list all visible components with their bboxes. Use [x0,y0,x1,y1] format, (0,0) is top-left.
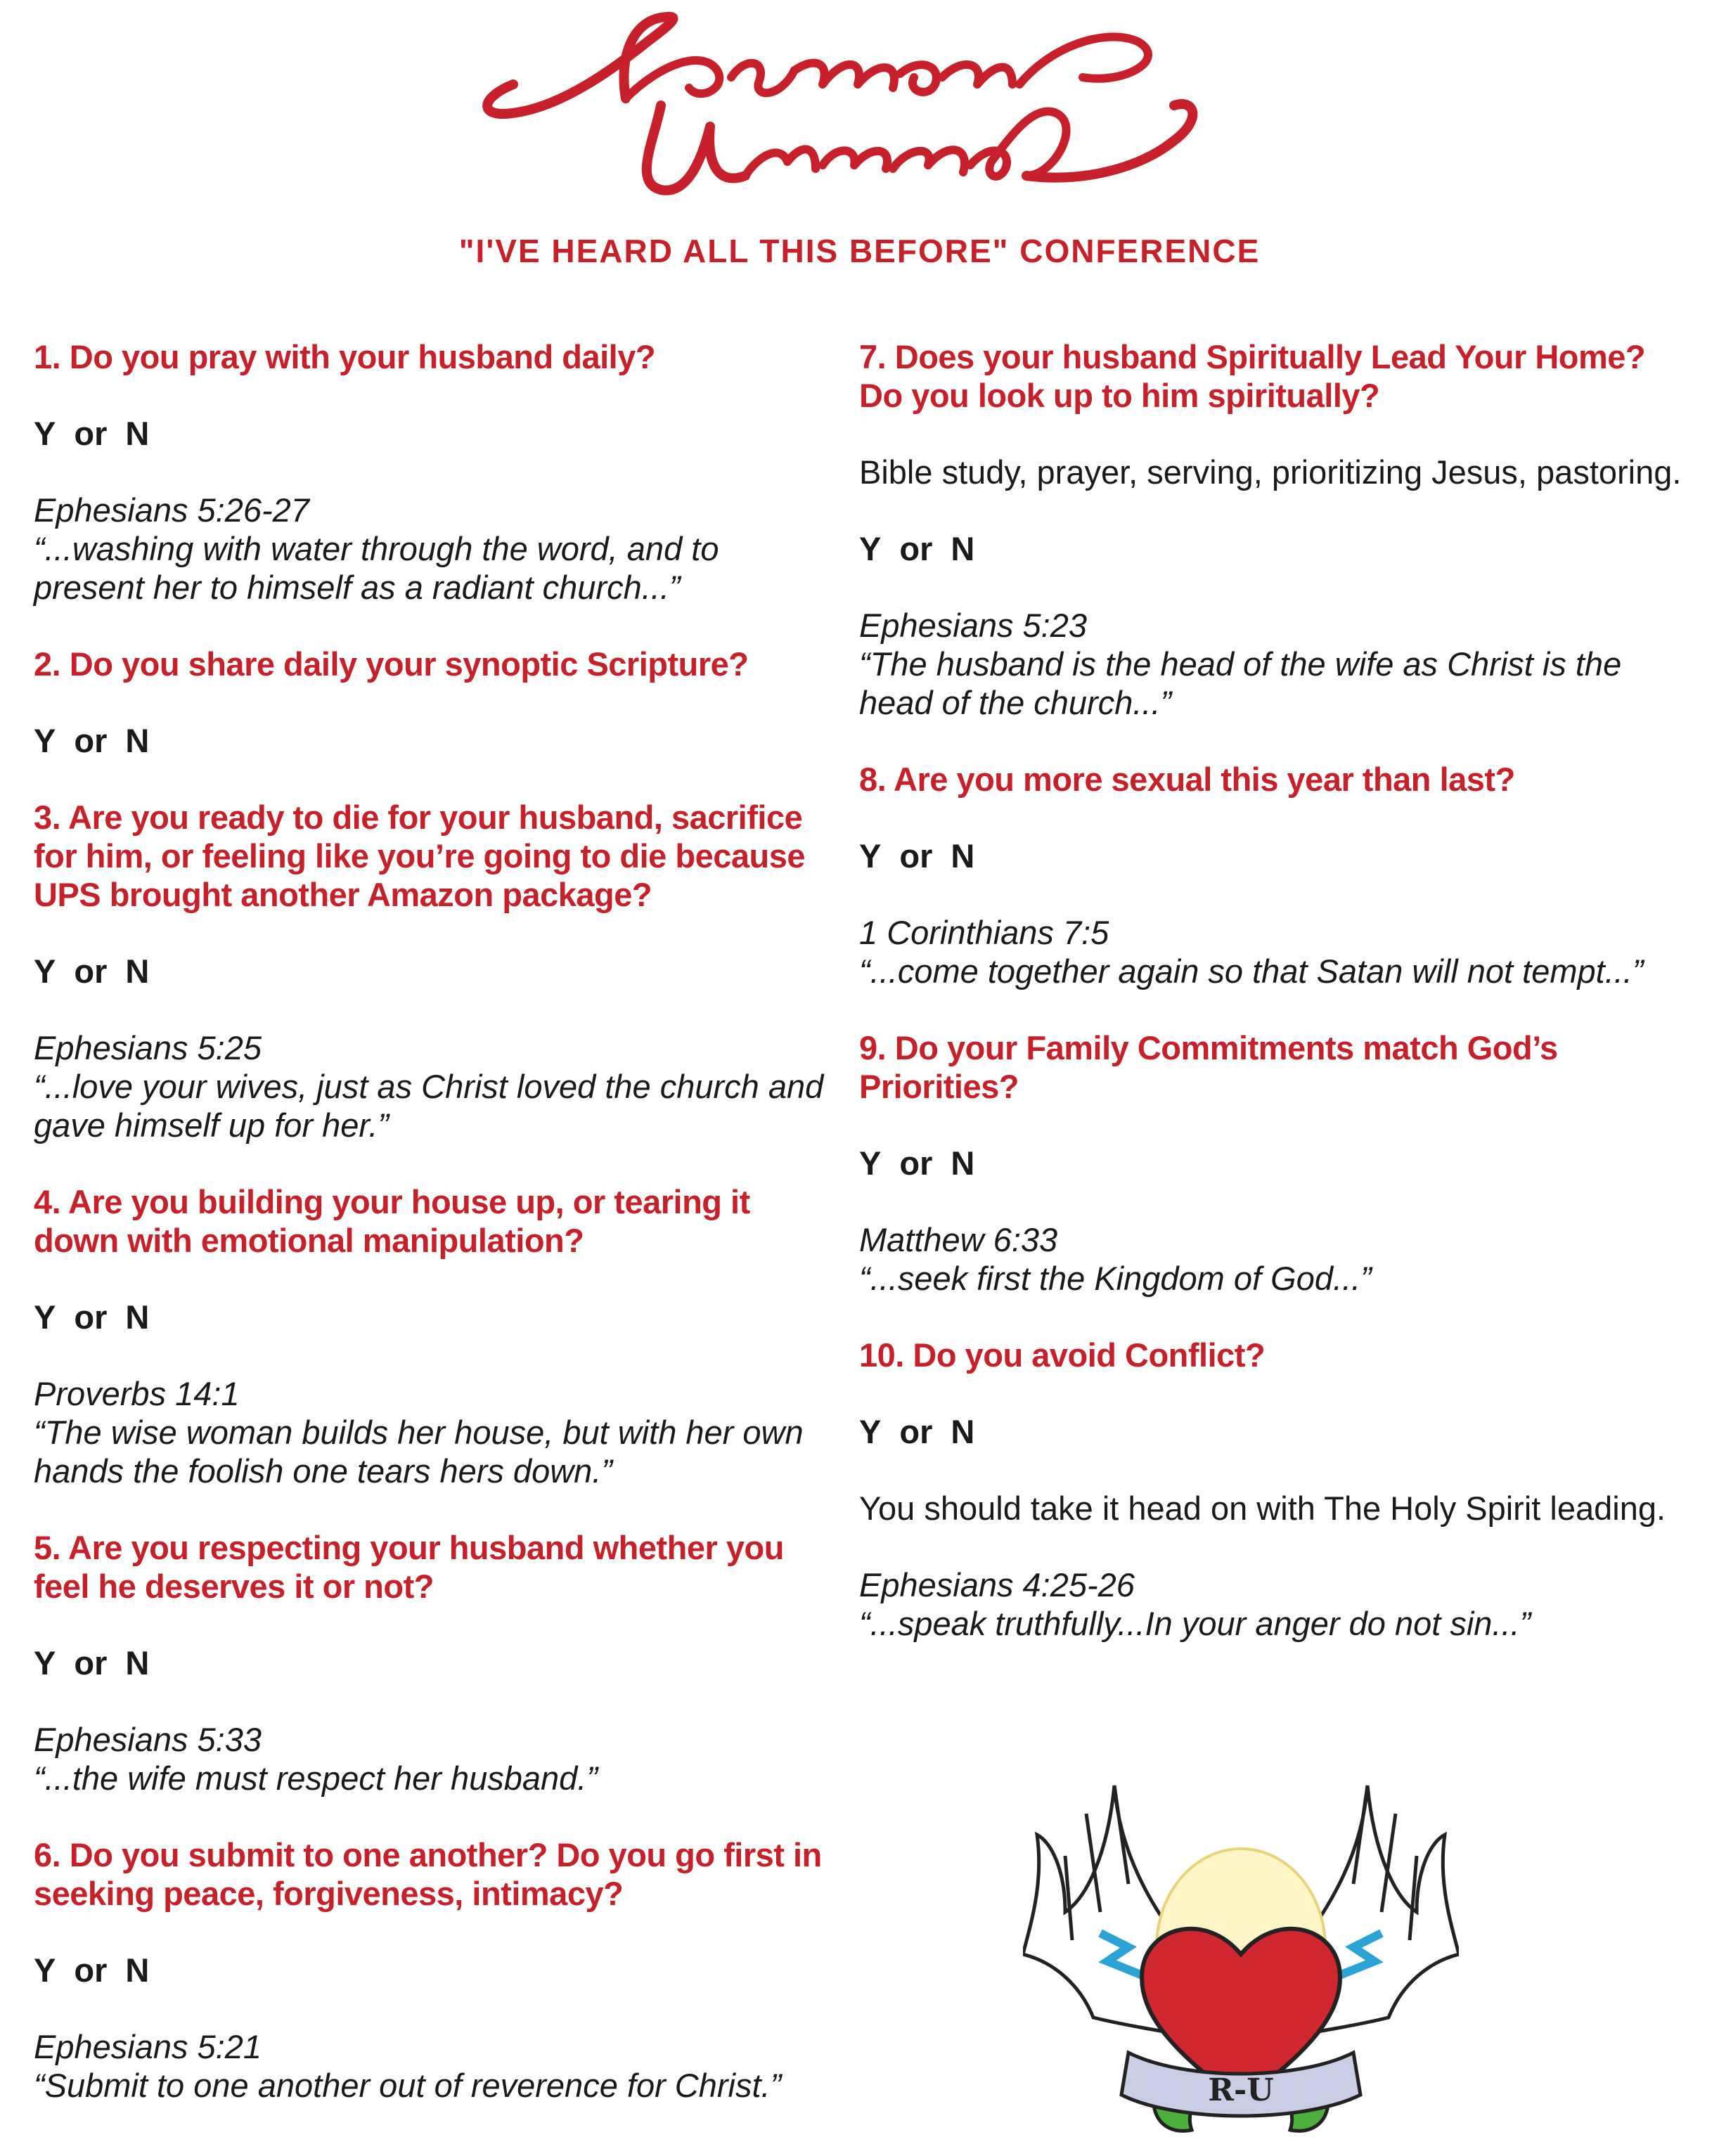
yes-no-answer[interactable] [34,1298,835,1336]
or-label: or [74,722,108,759]
no-option[interactable]: N [951,530,975,567]
verse-ref: Ephesians 5:23 [859,607,1088,644]
verse-ref: Ephesians 5:25 [34,1029,262,1066]
yes-option[interactable]: Y [34,415,56,452]
scripture-reference [859,913,1682,990]
or-label: or [899,837,933,874]
scripture-reference [34,491,835,607]
yes-option[interactable]: Y [34,1951,56,1989]
no-option[interactable]: N [951,837,975,874]
verse-ref: Ephesians 5:21 [34,2028,262,2065]
yes-option[interactable]: Y [34,722,56,759]
question-block-5 [34,1528,835,1797]
scripture-reference [34,1720,835,1797]
verse-ref: Proverbs 14:1 [34,1375,240,1412]
scripture-reference [859,606,1682,722]
yes-no-answer[interactable] [34,1644,835,1682]
question-block-1 [34,337,835,607]
question-title: 9. Do your Family Commitments match God’s Priorities? [859,1029,1558,1105]
yes-no-answer[interactable] [34,414,835,453]
no-option[interactable]: N [125,1644,150,1681]
verse-ref: Ephesians 5:33 [34,1721,262,1758]
verse-quote: “The wise woman builds her house, but with her own hands the foolish one tears hers down.” [34,1414,804,1490]
verse-ref: Matthew 6:33 [859,1221,1058,1258]
right-column [859,337,1682,1681]
scripture-reference [34,2027,835,2105]
no-option[interactable]: N [951,1413,975,1450]
no-option[interactable]: N [125,953,150,990]
or-label: or [74,953,108,990]
verse-quote: “...come together again so that Satan will not tempt...” [859,953,1644,990]
or-label: or [74,415,108,452]
verse-quote: “...love your wives, just as Christ loved the church and gave himself up for her.” [34,1068,824,1144]
yes-no-answer[interactable] [859,529,1682,568]
yes-no-answer[interactable] [34,952,835,990]
question-title: 2. Do you share daily your synoptic Scripture? [34,645,749,683]
verse-quote: “Submit to one another out of reverence for Christ.” [34,2067,782,2104]
verse-quote: “The husband is the head of the wife as Christ is the head of the church...” [859,645,1622,721]
no-option[interactable]: N [125,722,150,759]
question-block-6 [34,1835,835,2105]
yes-option[interactable]: Y [34,1644,56,1681]
question-title: 5. Are you respecting your husband whether you feel he deserves it or not? [34,1529,784,1605]
question-note: Bible study, prayer, serving, prioritizing Jesus, pastoring. [859,453,1682,491]
scripture-reference [34,1374,835,1490]
yes-option[interactable]: Y [34,1298,56,1336]
question-title: 4. Are you building your house up, or tearing it down with emotional manipulation? [34,1183,750,1259]
or-label: or [74,1298,108,1336]
question-title: 7. Does your husband Spiritually Lead Your Home? Do you look up to him spiritually? [859,338,1646,414]
banner-text: R-U [1208,2072,1274,2108]
scripture-reference [34,1028,835,1144]
no-option[interactable]: N [951,1144,975,1182]
yes-option[interactable]: Y [34,953,56,990]
question-title: 6. Do you submit to one another? Do you go first in seeking peace, forgiveness, intimacy? [34,1836,822,1912]
question-note: You should take it head on with The Holy Spirit leading. [859,1490,1666,1527]
verse-ref: 1 Corinthians 7:5 [859,914,1109,951]
scripture-reference [859,1566,1682,1643]
question-block-9 [859,1028,1682,1298]
yes-option[interactable]: Y [859,530,882,567]
no-option[interactable]: N [125,1298,150,1336]
verse-quote: “...speak truthfully...In your anger do not sin...” [859,1605,1531,1642]
no-option[interactable]: N [125,1951,150,1989]
or-label: or [899,1413,933,1450]
or-label: or [899,1144,933,1182]
question-block-2 [34,645,835,760]
question-block-8 [859,760,1682,990]
conference-subtitle: "I'VE HEARD ALL THIS BEFORE" CONFERENCE [458,233,1261,269]
question-title: 8. Are you more sexual this year than last? [859,761,1515,798]
question-block-3 [34,798,835,1144]
or-label: or [899,530,933,567]
yes-option[interactable]: Y [859,837,882,874]
yes-no-answer[interactable] [34,1951,835,1989]
romance-uncensored-logo [450,0,1223,211]
no-option[interactable]: N [125,415,150,452]
yes-no-answer[interactable] [34,721,835,760]
winged-heart-emblem [1023,1771,1459,2156]
yes-option[interactable]: Y [859,1144,882,1182]
yes-option[interactable]: Y [859,1413,882,1450]
question-block-10 [859,1336,1682,1643]
or-label: or [74,1951,108,1989]
left-column [34,337,835,2143]
yes-no-answer[interactable] [859,1412,1682,1451]
scripture-reference [859,1220,1682,1298]
or-label: or [74,1644,108,1681]
verse-quote: “...washing with water through the word, and to present her to himself as a radiant church...” [34,530,719,606]
question-block-7 [859,337,1682,722]
question-title: 10. Do you avoid Conflict? [859,1336,1266,1374]
verse-quote: “...the wife must respect her husband.” [34,1760,598,1797]
verse-ref: Ephesians 4:25-26 [859,1566,1135,1603]
question-title: 3. Are you ready to die for your husband, sacrifice for him, or feeling like you’re going to die because UPS brought another Amazon package? [34,799,805,913]
question-block-4 [34,1182,835,1490]
verse-quote: “...seek first the Kingdom of God...” [859,1260,1372,1297]
verse-ref: Ephesians 5:26-27 [34,491,309,529]
question-title: 1. Do you pray with your husband daily? [34,338,656,375]
yes-no-answer[interactable] [859,1144,1682,1182]
yes-no-answer[interactable] [859,837,1682,875]
